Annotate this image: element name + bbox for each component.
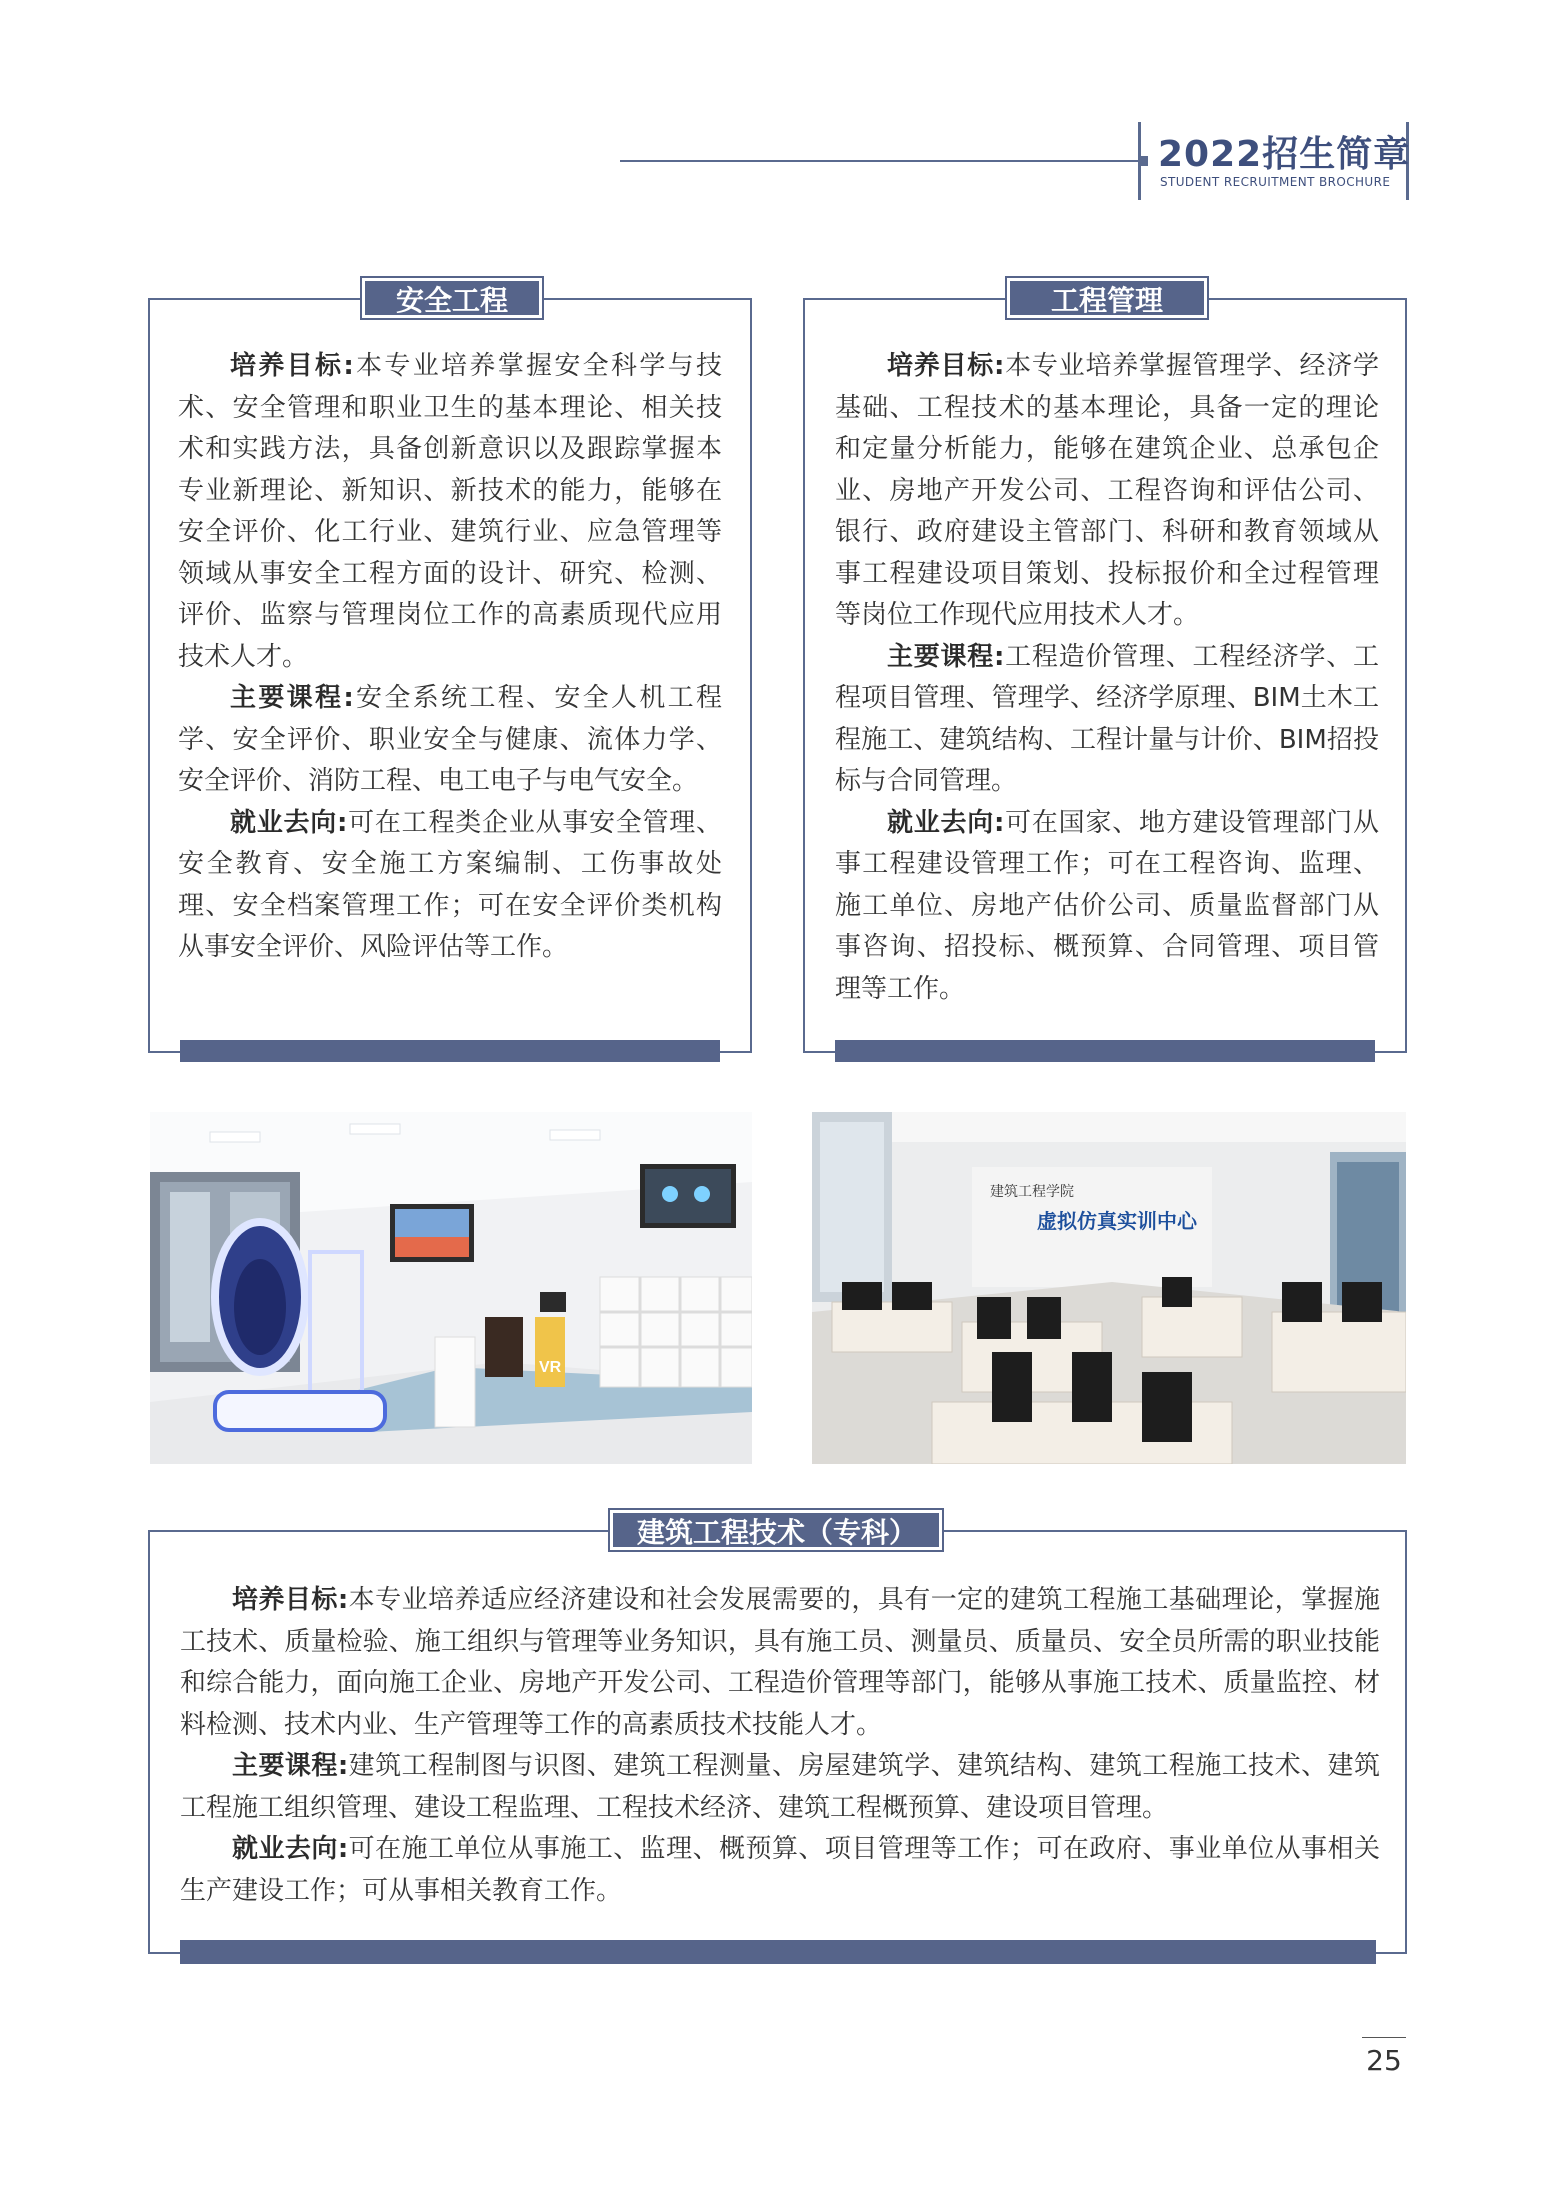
section-text: 建筑工程制图与识图、建筑工程测量、房屋建筑学、建筑结构、建筑工程施工技术、建筑工程施工组织管理、建设工程监理、工程技术经济、建筑工程概预算、建设项目管理。	[180, 1751, 1380, 1823]
card-title: 安全工程	[362, 278, 542, 318]
vr-lab-illustration	[150, 1112, 752, 1464]
section-employment	[835, 803, 1379, 1011]
simulation-center-illustration	[812, 1112, 1406, 1464]
section-label: 培养目标:	[230, 351, 354, 381]
section-text: 可在国家、地方建设管理部门从事工程建设管理工作；可在工程咨询、监理、施工单位、房地产估价公司、质量监督部门从事咨询、招投标、概预算、合同管理、项目管理等工作。	[835, 807, 1379, 1004]
section-text: 本专业培养适应经济建设和社会发展需要的，具有一定的建筑工程施工基础理论，掌握施工技术、质量检验、施工组织与管理等业务知识，具有施工员、测量员、质量员、安全员所需的职业技能和综合能力，面向施工企业、房地产开发公司、工程造价管理等部门，能够从事施工技术、质量监控、材料检测、技术内业、生产管理等工作的高素质技术技能人才。	[180, 1585, 1380, 1740]
section-label: 主要课程:	[887, 641, 1005, 672]
header-rule	[620, 160, 1140, 162]
card-body	[178, 346, 722, 969]
section-goal	[178, 346, 722, 678]
center-sign: 虚拟仿真实训中心	[1037, 1209, 1197, 1233]
brochure-title: 2022招生简章	[1158, 134, 1411, 175]
section-courses	[178, 678, 722, 803]
school-sign: 建筑工程学院	[990, 1184, 1074, 1200]
vr-sign: VR	[539, 1359, 562, 1376]
card-safety-engineering	[148, 284, 752, 1053]
section-text: 本专业培养掌握安全科学与技术、安全管理和职业卫生的基本理论、相关技术和实践方法，具备创新意识以及跟踪掌握本专业新理论、新知识、新技术的能力，能够在安全评价、化工行业、建筑行业、应急管理等领域从事安全工程方面的设计、研究、检测、评价、监察与管理岗位工作的高素质现代应用技术人才。	[178, 351, 722, 672]
card-footer-bar	[180, 1040, 720, 1062]
section-text: 可在工程类企业从事安全管理、安全教育、安全施工方案编制、工伤事故处理、安全档案管理工作；可在安全评价类机构从事安全评价、风险评估等工作。	[178, 807, 722, 962]
page-number-rule	[1362, 2037, 1406, 2038]
section-label: 主要课程:	[232, 1751, 349, 1781]
section-label: 培养目标:	[887, 351, 1005, 381]
card-title: 建筑工程技术（专科）	[610, 1510, 942, 1550]
card-body	[835, 346, 1379, 1010]
section-goal	[180, 1580, 1380, 1746]
card-engineering-management	[803, 284, 1407, 1053]
section-label: 就业去向:	[232, 1834, 349, 1864]
card-footer-bar	[180, 1940, 1376, 1964]
section-courses	[835, 637, 1379, 803]
card-body	[180, 1580, 1380, 1912]
section-text: 本专业培养掌握管理学、经济学基础、工程技术的基本理论，具备一定的理论和定量分析能力，能够在建筑企业、总承包企业、房地产开发公司、工程咨询和评估公司、银行、政府建设主管部门、科研和教育领域从事工程建设项目策划、投标报价和全过程管理等岗位工作现代应用技术人才。	[835, 351, 1379, 630]
section-text: 可在施工单位从事施工、监理、概预算、项目管理等工作；可在政府、事业单位从事相关生产建设工作；可从事相关教育工作。	[180, 1834, 1380, 1906]
section-employment	[180, 1829, 1380, 1912]
section-goal	[835, 346, 1379, 637]
section-label: 就业去向:	[887, 807, 1005, 838]
section-label: 就业去向:	[230, 807, 348, 838]
page-number: 25	[1366, 2044, 1402, 2077]
section-label: 培养目标:	[232, 1585, 349, 1615]
section-label: 主要课程:	[230, 683, 354, 713]
section-employment	[178, 803, 722, 969]
card-footer-bar	[835, 1040, 1375, 1062]
section-text: 工程造价管理、工程经济学、工程项目管理、管理学、经济学原理、BIM土木工程施工、建筑结构、工程计量与计价、BIM招投标与合同管理。	[835, 641, 1379, 796]
section-courses	[180, 1746, 1380, 1829]
simulation-center-photo	[812, 1112, 1406, 1464]
header-bracket-left	[1138, 122, 1151, 200]
section-text: 安全系统工程、安全人机工程学、安全评价、职业安全与健康、流体力学、安全评价、消防工程、电工电子与电气安全。	[178, 683, 722, 796]
brochure-subtitle: STUDENT RECRUITMENT BROCHURE	[1160, 175, 1391, 189]
card-title: 工程管理	[1007, 278, 1207, 318]
card-construction-technology	[148, 1516, 1407, 1954]
vr-lab-photo	[150, 1112, 752, 1464]
